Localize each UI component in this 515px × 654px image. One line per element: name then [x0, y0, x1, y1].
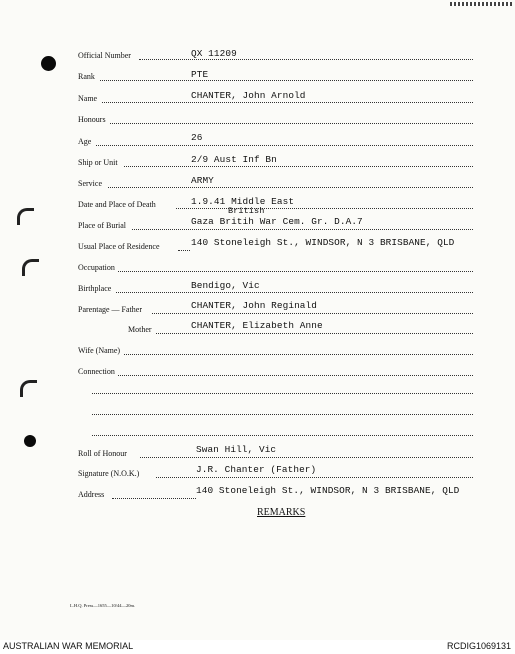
label-rank: Rank: [78, 72, 95, 81]
label-mother: Mother: [128, 325, 152, 334]
value-date-place-death: 1.9.41 Middle East: [191, 196, 295, 207]
footer-record-id: RCDIG1069131: [446, 641, 511, 651]
dotted-line: [110, 123, 473, 124]
label-date-place-death: Date and Place of Death: [78, 200, 156, 209]
value-usual-residence: 140 Stoneleigh St., WINDSOR, N 3 BRISBANE, QLD: [191, 237, 455, 248]
label-connection: Connection: [78, 367, 115, 376]
dotted-line: [118, 375, 473, 376]
dotted-line: [156, 477, 473, 478]
dotted-line: [139, 59, 189, 60]
label-birthplace: Birthplace: [78, 284, 112, 293]
value-ship-or-unit: 2/9 Aust Inf Bn: [191, 154, 277, 165]
value-rank: PTE: [191, 69, 209, 80]
value-burial-correction: British: [228, 206, 265, 216]
printer-imprint: L.H.Q. Press—1655—10/44—20m.: [70, 603, 136, 608]
dotted-line: [178, 250, 190, 251]
label-roll-of-honour: Roll of Honour: [78, 449, 127, 458]
dotted-line: [176, 208, 473, 209]
binder-curl-mark: [22, 259, 39, 276]
scan-edge-mark: [450, 2, 512, 6]
dotted-line: [108, 187, 473, 188]
label-service: Service: [78, 179, 102, 188]
remarks-heading: REMARKS: [257, 507, 306, 518]
dotted-line: [156, 333, 473, 334]
value-service: ARMY: [191, 175, 214, 186]
label-wife: Wife (Name): [78, 346, 121, 355]
dotted-line: [96, 145, 473, 146]
label-honours: Honours: [78, 115, 106, 124]
connection-extra-line: [92, 414, 473, 415]
archive-footer: [0, 640, 515, 654]
binder-curl-mark: [20, 380, 37, 397]
dotted-line: [190, 59, 473, 60]
value-official-number: QX 11209: [191, 48, 237, 59]
value-signature: J.R. Chanter (Father): [196, 464, 317, 475]
dotted-line: [124, 354, 473, 355]
dotted-line: [132, 229, 473, 230]
label-signature: Signature (N.O.K.): [78, 469, 140, 478]
label-address: Address: [78, 490, 105, 499]
punch-hole: [41, 56, 56, 71]
dotted-line: [152, 313, 473, 314]
value-father: CHANTER, John Reginald: [191, 300, 317, 311]
label-usual-residence: Usual Place of Residence: [78, 242, 160, 251]
label-age: Age: [78, 137, 92, 146]
value-mother: CHANTER, Elizabeth Anne: [191, 320, 323, 331]
dotted-line: [118, 271, 473, 272]
value-place-of-burial: Gaza Britih War Cem. Gr. D.A.7: [191, 216, 363, 227]
connection-extra-line: [92, 393, 473, 394]
footer-institution: AUSTRALIAN WAR MEMORIAL: [3, 641, 134, 651]
dotted-line: [140, 457, 473, 458]
value-name: CHANTER, John Arnold: [191, 90, 306, 101]
label-father: Parentage — Father: [78, 305, 142, 314]
dotted-line: [124, 166, 473, 167]
label-place-of-burial: Place of Burial: [78, 221, 126, 230]
punch-hole: [24, 435, 36, 447]
connection-extra-line: [92, 435, 473, 436]
binder-curl-mark: [17, 208, 34, 225]
label-official-number: Official Number: [78, 51, 131, 60]
dotted-line: [102, 102, 473, 103]
value-address: 140 Stoneleigh St., WINDSOR, N 3 BRISBANE, QLD: [196, 485, 460, 496]
label-name: Name: [78, 94, 98, 103]
label-occupation: Occupation: [78, 263, 115, 272]
dotted-line: [112, 498, 196, 499]
value-birthplace: Bendigo, Vic: [191, 280, 260, 291]
dotted-line: [100, 80, 473, 81]
value-roll-of-honour: Swan Hill, Vic: [196, 444, 277, 455]
value-age: 26: [191, 132, 203, 143]
dotted-line: [116, 292, 473, 293]
label-ship-or-unit: Ship or Unit: [78, 158, 118, 167]
